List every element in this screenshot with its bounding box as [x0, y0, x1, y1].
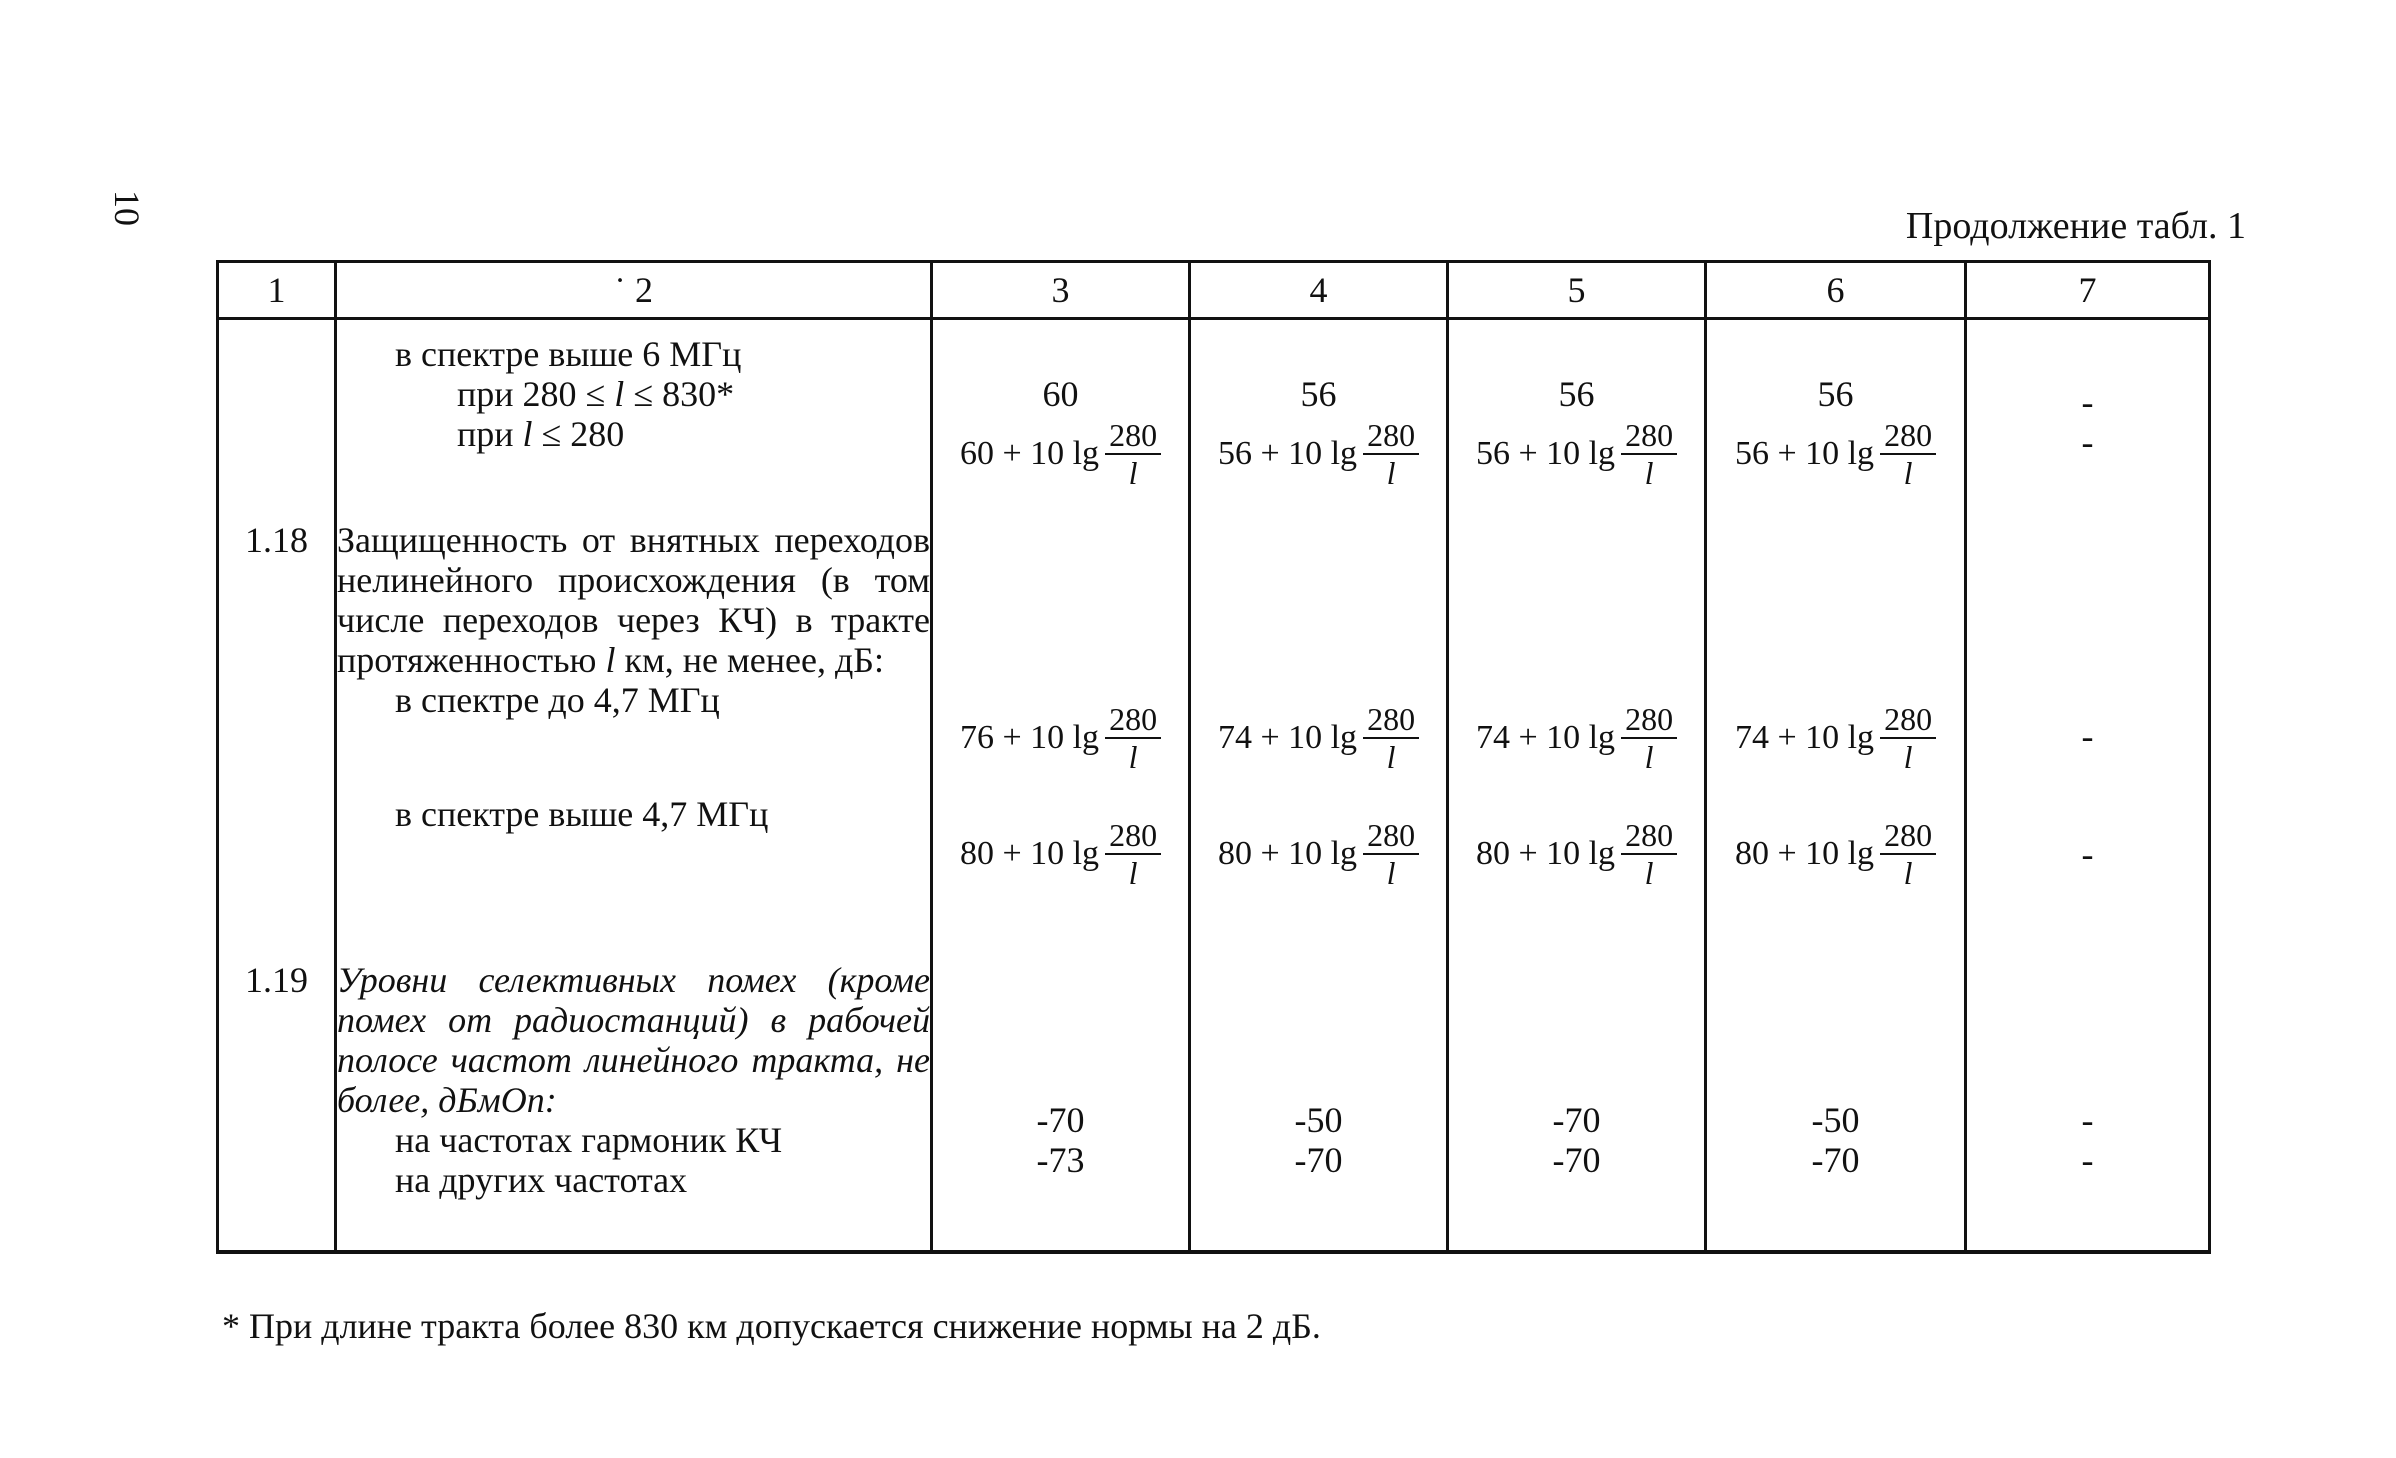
value-cell: 56: [1558, 374, 1595, 414]
formula: 80 + 10 lg $\frac{280}{l}$: [960, 814, 1161, 894]
value-cell: -: [2081, 1140, 2094, 1180]
formula: 56 + 10 lg $\frac{280}{l}$: [1735, 414, 1936, 494]
value-cell: -50: [1811, 1100, 1860, 1140]
row-number: 1.19: [245, 960, 308, 1000]
formula: 74 + 10 lg $\frac{280}{l}$: [1735, 698, 1936, 778]
formula: 76 + 10 lg $\frac{280}{l}$: [960, 698, 1161, 778]
value-cell: 56: [1817, 374, 1854, 414]
value-cell: -50: [1294, 1100, 1343, 1140]
footnote: * При длине тракта более 830 км допускается снижение нормы на 2 дБ.: [222, 1306, 1321, 1346]
header-cell: 1: [218, 262, 336, 319]
page-number: 10: [107, 190, 147, 226]
row-text: в спектре выше 6 МГц: [395, 334, 742, 374]
row-text: Защищенность от внятных переходов нелинейного происхождения (в том числе переходов через КЧ) в тракте протяженностью l км, не менее, дБ:: [337, 520, 930, 680]
value-cell: -: [2081, 1100, 2094, 1140]
value-cell: -70: [1294, 1140, 1343, 1180]
value-cell: -73: [1036, 1140, 1085, 1180]
table-row: [218, 960, 2210, 1252]
value-cell: -: [2081, 382, 2094, 422]
header-cell: 3: [932, 262, 1190, 319]
specification-table: [216, 260, 2211, 1254]
row-subtext: в спектре выше 4,7 МГц: [395, 794, 769, 834]
row-text: Уровни селективных помех (кроме помех от радиостанций) в рабочей полосе частот линейного тракта, не более, дБмОп:: [337, 960, 930, 1120]
formula: 60 + 10 lg $\frac{280}{l}$: [960, 414, 1161, 494]
value-cell: -: [2081, 834, 2094, 874]
row-number: 1.18: [245, 520, 308, 560]
formula: 80 + 10 lg $\frac{280}{l}$: [1476, 814, 1677, 894]
value-cell: -: [2081, 716, 2094, 756]
header-cell: 4: [1190, 262, 1448, 319]
row-text: при l ≤ 280: [457, 414, 625, 454]
row-subtext: на других частотах: [395, 1160, 688, 1200]
formula: 74 + 10 lg $\frac{280}{l}$: [1218, 698, 1419, 778]
value-cell: -: [2081, 422, 2094, 462]
header-cell: ˙ 2: [336, 262, 932, 319]
table-row: [218, 520, 2210, 960]
value-cell: -70: [1552, 1140, 1601, 1180]
row-subtext: на частотах гармоник КЧ: [395, 1120, 783, 1160]
value-cell: -70: [1036, 1100, 1085, 1140]
formula: 80 + 10 lg $\frac{280}{l}$: [1735, 814, 1936, 894]
header-cell: 6: [1706, 262, 1966, 319]
row-subtext: в спектре до 4,7 МГц: [395, 680, 720, 720]
value-cell: -70: [1811, 1140, 1860, 1180]
header-row: [218, 262, 2210, 319]
formula: 56 + 10 lg $\frac{280}{l}$: [1476, 414, 1677, 494]
value-cell: -70: [1552, 1100, 1601, 1140]
formula: 80 + 10 lg $\frac{280}{l}$: [1218, 814, 1419, 894]
formula: 74 + 10 lg $\frac{280}{l}$: [1476, 698, 1677, 778]
row-text: при 280 ≤ l ≤ 830*: [457, 374, 735, 414]
table-continuation-caption: Продолжение табл. 1: [1905, 205, 2246, 247]
formula: 56 + 10 lg $\frac{280}{l}$: [1218, 414, 1419, 494]
header-cell: 5: [1448, 262, 1706, 319]
value-cell: 56: [1300, 374, 1337, 414]
table-row: [218, 319, 2210, 521]
value-cell: 60: [1042, 374, 1079, 414]
header-cell: 7: [1966, 262, 2210, 319]
